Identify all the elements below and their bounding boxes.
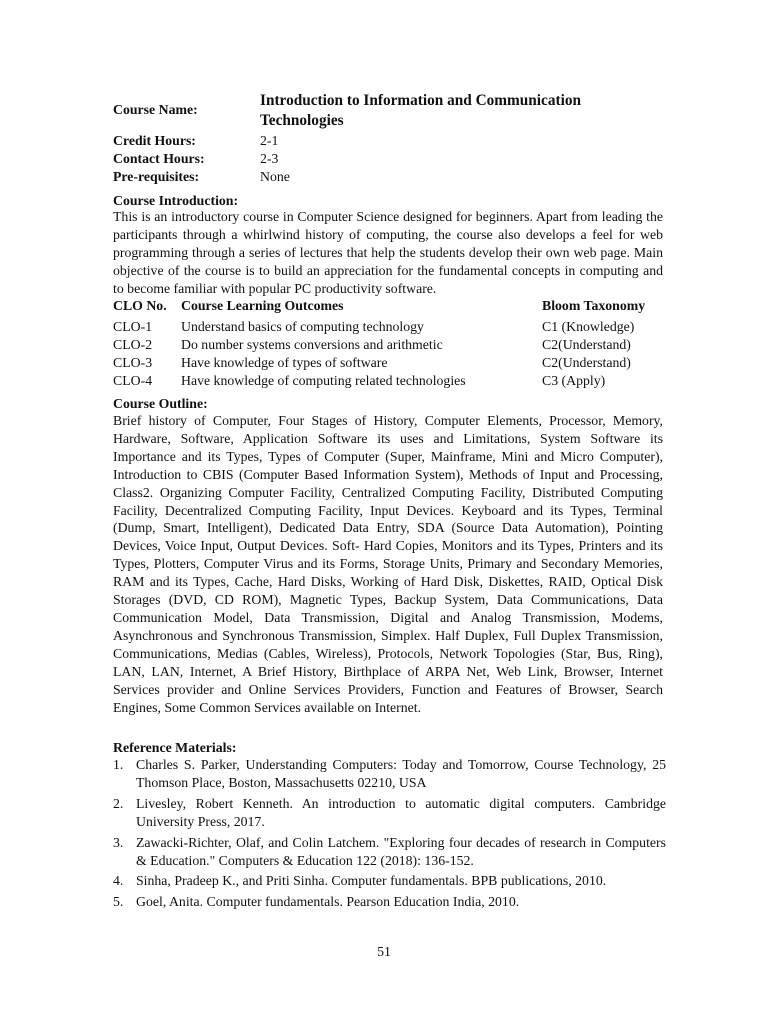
clo-outcome-header: Course Learning Outcomes (181, 298, 344, 313)
reference-text: Goel, Anita. Computer fundamentals. Pearson Education India, 2010. (136, 894, 520, 910)
clo-row (113, 319, 673, 337)
credit-hours-value: 2-1 (260, 133, 279, 148)
clo-bloom: C1 (Knowledge) (542, 319, 635, 334)
clo-row (113, 373, 673, 391)
clo-no: CLO-2 (113, 337, 153, 353)
clo-no: CLO-3 (113, 355, 153, 371)
clo-row (113, 337, 673, 355)
reference-number: 2. (113, 795, 124, 811)
clo-outcome: Have knowledge of types of software (181, 355, 388, 371)
reference-number: 1. (113, 757, 124, 772)
clo-outcome: Do number systems conversions and arithmetic (181, 337, 443, 353)
clo-table-header (113, 298, 673, 319)
course-introduction-text: This is an introductory course in Computer Science designed for beginners. Apart from leading the participants through a whirlwind history of computing, the course also develops a feel for web programming through a series of lectures that help the students develop their own web page. Main objective of the course is to build an appreciation for the fundamental concepts in computing and to become familiar with popular PC productivity software. (113, 209, 663, 296)
clo-bloom-header: Bloom Taxonomy (542, 298, 646, 313)
reference-text: Zawacki-Richter, Olaf, and Colin Latchem. "Exploring four decades of research in Computers & Education." Computers & Education 122 (2018): 136-152. (136, 834, 666, 868)
contact-hours-value: 2-3 (260, 151, 279, 166)
clo-bloom: C2(Understand) (542, 355, 631, 371)
course-name-label: Course Name: (113, 102, 198, 117)
clo-bloom: C2(Understand) (542, 337, 631, 353)
reference-materials-heading: Reference Materials: (113, 740, 237, 755)
reference-number: 3. (113, 834, 124, 850)
course-outline-text: Brief history of Computer, Four Stages of History, Computer Elements, Processor, Memory, Hardware, Software, Application Software its uses and Limitations, System Software its Importance and its Types, Types of Computer (Super, Mainframe, Mini and Micro Computer), Introduction to CBIS (Computer Based Information System), Methods of Input and Processing, Class2. Organizing Computer Facility, Centralized Computing Facility, Distributed Computing Facility, Decentralized Computing Facility, Input Devices. Keyboard and its Types, Terminal (Dump, Smart, Intelligent), Dedicated Data Entry, SDA (Source Data Automation), Pointing Devices, Voice Input, Output Devices. Soft- Hard Copies, Monitors and its Types, Printers and its Types, Plotters, Computer Virus and its Forms, Storage Units, Primary and Secondary Memories, RAM and its Types, Cache, Hard Disks, Working of Hard Disk, Diskettes, RAID, Optical Disk Storages (DVD, CD ROM), Magnetic Types, Backup System, Data Communications, Data Communication Model, Data Transmission, Digital and Analog Transmission, Modems, Asynchronous and Synchronous Transmission, Simplex. Half Duplex, Full Duplex Transmission, Communications, Medias (Cables, Wireless), Protocols, Network Topologies (Star, Bus, Ring), LAN, LAN, Internet, A Brief History, Birthplace of ARPA Net, Web Link, Browser, Internet Services provider and Online Services Providers, Function and Features of Browser, Search Engines, Some Common Services available on Internet. (113, 413, 663, 715)
course-outline-heading: Course Outline: (113, 396, 208, 411)
clo-outcome: Understand basics of computing technology (181, 319, 424, 334)
clo-no: CLO-1 (113, 319, 153, 334)
course-title: Introduction to Information and Communication Technologies (260, 92, 581, 129)
reference-text: Sinha, Pradeep K., and Priti Sinha. Computer fundamentals. BPB publications, 2010. (136, 873, 607, 889)
reference-number: 4. (113, 873, 124, 889)
page-number: 51 (377, 944, 391, 959)
reference-text: Livesley, Robert Kenneth. An introduction to automatic digital computers. Cambridge University Press, 2017. (136, 795, 666, 829)
contact-hours-label: Contact Hours: (113, 151, 205, 166)
clo-bloom: C3 (Apply) (542, 373, 606, 389)
reference-list (113, 756, 666, 914)
prerequisites-value: None (260, 169, 290, 184)
reference-number: 5. (113, 894, 124, 910)
clo-outcome: Have knowledge of computing related technologies (181, 373, 466, 389)
reference-item (113, 872, 666, 890)
clo-row (113, 355, 673, 373)
clo-table (113, 298, 673, 391)
prerequisites-label: Pre-requisites: (113, 169, 200, 184)
reference-text: Charles S. Parker, Understanding Computers: Today and Tomorrow, Course Technology, 25 Thomson Place, Boston, Massachusetts 02210, USA (136, 757, 666, 790)
clo-no-header: CLO No. (113, 298, 167, 313)
course-introduction-heading: Course Introduction: (113, 193, 239, 208)
clo-no: CLO-4 (113, 373, 153, 389)
credit-hours-label: Credit Hours: (113, 133, 196, 148)
reference-item (113, 756, 666, 792)
reference-item (113, 795, 666, 831)
reference-item (113, 834, 666, 870)
reference-item (113, 893, 666, 911)
